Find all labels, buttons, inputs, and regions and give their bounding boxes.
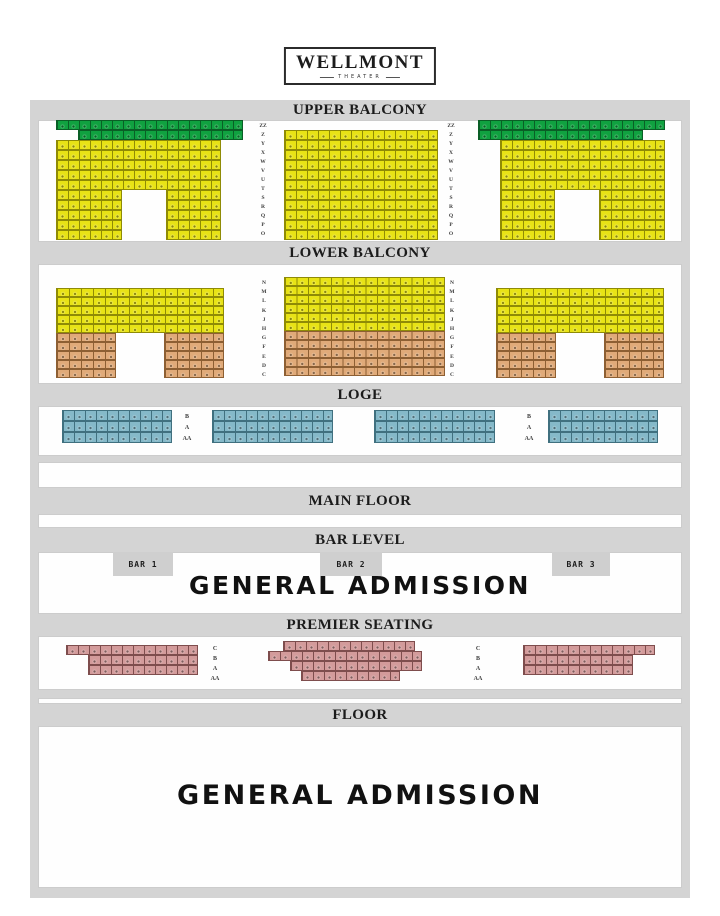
row-letter: O	[448, 231, 454, 237]
seat-block-loge-4[interactable]	[548, 410, 658, 421]
row-letter: J	[262, 316, 266, 323]
row-letter: W	[448, 159, 454, 165]
seat-block-upper-balcony-left[interactable]	[56, 220, 122, 230]
seat-block-loge-1[interactable]	[62, 421, 172, 432]
row-letter: C	[212, 646, 218, 652]
seat-block-lower-balcony-left[interactable]	[56, 369, 116, 378]
row-letter: E	[262, 353, 266, 360]
seat-block-lower-balcony-left[interactable]	[56, 297, 224, 306]
seat-block-lower-balcony-center[interactable]	[284, 331, 445, 340]
seat-block-lower-balcony-left[interactable]	[56, 324, 224, 333]
seat-block-upper-balcony-left[interactable]	[56, 200, 122, 210]
seat-block-lower-balcony-right[interactable]	[496, 306, 664, 315]
section-header-lower-balcony: LOWER BALCONY	[289, 245, 431, 261]
seat-block-premier-left[interactable]	[66, 645, 198, 655]
seat-block-lower-balcony-center[interactable]	[284, 322, 445, 331]
seat-block-lower-balcony-left[interactable]	[56, 306, 224, 315]
seat-block-lower-balcony-right[interactable]	[496, 351, 556, 360]
seat-block-loge-3[interactable]	[374, 432, 495, 443]
seat-block-lower-balcony-right[interactable]	[496, 360, 556, 369]
seat-block-upper-balcony-center[interactable]	[284, 210, 438, 220]
row-letter: P	[261, 222, 265, 228]
seat-block-premier-right[interactable]	[523, 665, 633, 675]
row-letter: D	[262, 362, 266, 369]
logo-rule-left	[320, 77, 334, 78]
white-panel-4	[38, 514, 682, 528]
row-letter: E	[450, 353, 454, 360]
seat-block-upper-balcony-center[interactable]	[284, 220, 438, 230]
seat-block-lower-balcony-left[interactable]	[164, 342, 224, 351]
seat-block-lower-balcony-right[interactable]	[604, 369, 664, 378]
row-letter: R	[449, 204, 453, 210]
seat-block-lower-balcony-center[interactable]	[284, 313, 445, 322]
row-letter: P	[449, 222, 453, 228]
row-letter-column-5	[522, 412, 536, 445]
seat-block-lower-balcony-center[interactable]	[284, 367, 445, 376]
seat-block-lower-balcony-right[interactable]	[604, 360, 664, 369]
seat-block-lower-balcony-center[interactable]	[284, 358, 445, 367]
row-letter: C	[450, 372, 454, 379]
row-letter: Y	[261, 141, 265, 147]
seat-block-upper-balcony-right[interactable]	[478, 120, 665, 130]
row-letter: V	[261, 168, 265, 174]
row-letter: K	[449, 307, 455, 314]
seat-block-upper-balcony-left[interactable]	[166, 210, 221, 220]
seat-block-upper-balcony-left[interactable]	[56, 160, 221, 170]
row-letter: T	[449, 186, 453, 192]
row-letter: ZZ	[259, 123, 267, 129]
venue-logo-subtitle: THEATER	[338, 74, 382, 80]
seat-block-lower-balcony-right[interactable]	[604, 351, 664, 360]
seat-block-upper-balcony-right[interactable]	[500, 150, 665, 160]
seat-block-lower-balcony-left[interactable]	[56, 315, 224, 324]
section-header-loge: LOGE	[337, 387, 383, 403]
row-letter: L	[450, 298, 454, 305]
seat-block-upper-balcony-left[interactable]	[166, 190, 221, 200]
seat-block-upper-balcony-left[interactable]	[56, 140, 221, 150]
row-letter: U	[261, 177, 265, 183]
row-letter: AA	[210, 676, 220, 682]
seat-block-lower-balcony-center[interactable]	[284, 349, 445, 358]
row-letter: N	[450, 280, 454, 286]
row-letter: H	[449, 326, 455, 333]
row-letter: ZZ	[447, 123, 455, 129]
row-letter: Q	[448, 213, 454, 219]
seat-block-upper-balcony-center[interactable]	[284, 150, 438, 160]
row-letter: X	[261, 150, 265, 156]
row-letter: S	[261, 195, 265, 201]
row-letter: O	[260, 231, 266, 237]
seat-block-upper-balcony-left[interactable]	[166, 200, 221, 210]
seat-block-lower-balcony-left[interactable]	[56, 333, 116, 342]
seat-block-lower-balcony-left[interactable]	[164, 351, 224, 360]
seat-block-loge-2[interactable]	[212, 432, 333, 443]
seat-block-loge-3[interactable]	[374, 410, 495, 421]
seat-block-lower-balcony-left[interactable]	[164, 333, 224, 342]
seat-block-upper-balcony-center[interactable]	[284, 190, 438, 200]
seat-block-premier-center[interactable]	[283, 641, 415, 651]
seat-block-upper-balcony-right[interactable]	[599, 210, 665, 220]
row-letter: A	[475, 666, 481, 672]
bar-box-2: BAR 2	[320, 552, 382, 576]
row-letter-column-6	[208, 644, 222, 684]
seat-block-loge-1[interactable]	[62, 410, 172, 421]
row-letter: AA	[473, 676, 483, 682]
logo-rule-right	[386, 77, 400, 78]
row-letter: T	[261, 186, 265, 192]
seat-block-lower-balcony-right[interactable]	[496, 369, 556, 378]
row-letter-column-0	[256, 122, 270, 239]
row-letter: M	[261, 289, 267, 296]
seat-block-upper-balcony-right[interactable]	[500, 140, 665, 150]
section-header-floor: FLOOR	[332, 707, 388, 723]
row-letter: G	[261, 335, 267, 342]
row-letter: L	[262, 298, 266, 305]
seat-block-premier-left[interactable]	[88, 655, 198, 665]
row-letter: W	[260, 159, 266, 165]
section-header-bar-level: BAR LEVEL	[315, 532, 405, 548]
seat-block-upper-balcony-center[interactable]	[284, 170, 438, 180]
row-letter: AA	[182, 436, 192, 442]
seat-block-upper-balcony-right[interactable]	[500, 180, 665, 190]
seat-block-upper-balcony-right[interactable]	[599, 200, 665, 210]
seat-block-lower-balcony-right[interactable]	[496, 342, 556, 351]
seat-block-loge-4[interactable]	[548, 421, 658, 432]
venue-logo	[284, 47, 436, 85]
seat-block-upper-balcony-left[interactable]	[78, 130, 243, 140]
seat-block-loge-4[interactable]	[548, 432, 658, 443]
venue-logo-title: WELLMONT	[295, 52, 425, 73]
row-letter-column-1	[444, 122, 458, 239]
seat-block-upper-balcony-right[interactable]	[500, 190, 555, 200]
row-letter: F	[262, 344, 266, 351]
row-letter: V	[449, 168, 453, 174]
row-letter: J	[450, 316, 454, 323]
seat-block-upper-balcony-right[interactable]	[599, 220, 665, 230]
seat-block-loge-1[interactable]	[62, 432, 172, 443]
section-header-main-floor: MAIN FLOOR	[308, 493, 412, 509]
bar-box-3: BAR 3	[552, 552, 610, 576]
row-letter: C	[475, 646, 481, 652]
seat-block-upper-balcony-right[interactable]	[500, 170, 665, 180]
row-letter: H	[261, 326, 267, 333]
seat-block-upper-balcony-left[interactable]	[56, 120, 243, 130]
seat-block-lower-balcony-right[interactable]	[496, 315, 664, 324]
row-letter: A	[184, 425, 190, 431]
seat-block-loge-2[interactable]	[212, 410, 333, 421]
bar-box-1: BAR 1	[113, 552, 173, 576]
row-letter: Z	[261, 132, 265, 138]
seat-block-upper-balcony-right[interactable]	[500, 160, 665, 170]
seat-block-lower-balcony-left[interactable]	[56, 342, 116, 351]
row-letter: M	[449, 289, 455, 296]
row-letter-column-4	[180, 412, 194, 445]
seat-block-lower-balcony-center[interactable]	[284, 304, 445, 313]
row-letter: S	[449, 195, 453, 201]
seat-block-loge-2[interactable]	[212, 421, 333, 432]
seat-block-lower-balcony-left[interactable]	[56, 351, 116, 360]
seat-block-upper-balcony-left[interactable]	[56, 210, 122, 220]
seat-block-upper-balcony-center[interactable]	[284, 140, 438, 150]
general-admission-label-bar-level: GENERAL ADMISSION	[189, 571, 531, 600]
section-header-premier-seating: PREMIER SEATING	[286, 617, 434, 633]
general-admission-label-floor: GENERAL ADMISSION	[177, 780, 543, 811]
seat-block-upper-balcony-right[interactable]	[599, 190, 665, 200]
seat-block-lower-balcony-left[interactable]	[56, 288, 224, 297]
seat-block-lower-balcony-left[interactable]	[164, 369, 224, 378]
seat-block-premier-right[interactable]	[523, 655, 633, 665]
row-letter: B	[526, 414, 531, 420]
seat-block-upper-balcony-center[interactable]	[284, 180, 438, 190]
seat-block-upper-balcony-left[interactable]	[56, 190, 122, 200]
seat-block-upper-balcony-center[interactable]	[284, 160, 438, 170]
seat-block-premier-left[interactable]	[88, 665, 198, 675]
seat-block-premier-center[interactable]	[290, 661, 422, 671]
row-letter: A	[526, 425, 532, 431]
seat-block-upper-balcony-center[interactable]	[284, 200, 438, 210]
white-panel-3	[38, 462, 682, 488]
seat-block-upper-balcony-right[interactable]	[500, 230, 555, 240]
seat-block-upper-balcony-right[interactable]	[478, 130, 643, 140]
seat-block-upper-balcony-left[interactable]	[166, 220, 221, 230]
seat-block-lower-balcony-right[interactable]	[604, 333, 664, 342]
row-letter: Q	[260, 213, 266, 219]
row-letter-column-3	[445, 279, 459, 380]
seat-block-lower-balcony-right[interactable]	[604, 342, 664, 351]
row-letter-column-2	[257, 279, 271, 380]
row-letter: X	[449, 150, 453, 156]
seat-block-upper-balcony-center[interactable]	[284, 230, 438, 240]
row-letter: R	[261, 204, 265, 210]
seat-block-lower-balcony-right[interactable]	[496, 333, 556, 342]
row-letter: U	[449, 177, 453, 183]
seat-block-lower-balcony-center[interactable]	[284, 340, 445, 349]
section-header-upper-balcony: UPPER BALCONY	[293, 102, 427, 118]
row-letter: B	[212, 656, 217, 662]
row-letter: K	[261, 307, 267, 314]
seat-block-lower-balcony-right[interactable]	[496, 297, 664, 306]
row-letter: N	[262, 280, 266, 286]
seat-block-lower-balcony-left[interactable]	[164, 360, 224, 369]
row-letter: A	[212, 666, 218, 672]
row-letter: B	[184, 414, 189, 420]
seat-block-premier-center[interactable]	[268, 651, 422, 661]
seat-block-upper-balcony-left[interactable]	[56, 150, 221, 160]
seat-block-premier-center[interactable]	[301, 671, 400, 681]
seat-block-lower-balcony-right[interactable]	[496, 288, 664, 297]
row-letter: B	[475, 656, 480, 662]
row-letter: Y	[449, 141, 453, 147]
seat-block-upper-balcony-right[interactable]	[500, 200, 555, 210]
seat-block-upper-balcony-left[interactable]	[166, 230, 221, 240]
row-letter: C	[262, 372, 266, 379]
row-letter-column-7	[471, 644, 485, 684]
seat-block-upper-balcony-left[interactable]	[56, 170, 221, 180]
seat-block-lower-balcony-center[interactable]	[284, 277, 445, 286]
row-letter: F	[450, 344, 454, 351]
row-letter: G	[449, 335, 455, 342]
row-letter: D	[450, 362, 454, 369]
seat-block-upper-balcony-center[interactable]	[284, 130, 438, 140]
seat-block-lower-balcony-right[interactable]	[496, 324, 664, 333]
row-letter: Z	[449, 132, 453, 138]
seat-block-lower-balcony-left[interactable]	[56, 360, 116, 369]
seat-block-upper-balcony-right[interactable]	[599, 230, 665, 240]
seat-block-upper-balcony-right[interactable]	[500, 220, 555, 230]
seat-block-lower-balcony-center[interactable]	[284, 295, 445, 304]
seat-block-premier-right[interactable]	[523, 645, 655, 655]
seat-block-upper-balcony-right[interactable]	[500, 210, 555, 220]
seat-block-upper-balcony-left[interactable]	[56, 180, 221, 190]
seat-block-upper-balcony-left[interactable]	[56, 230, 122, 240]
row-letter: AA	[524, 436, 534, 442]
seat-block-lower-balcony-center[interactable]	[284, 286, 445, 295]
seat-block-loge-3[interactable]	[374, 421, 495, 432]
